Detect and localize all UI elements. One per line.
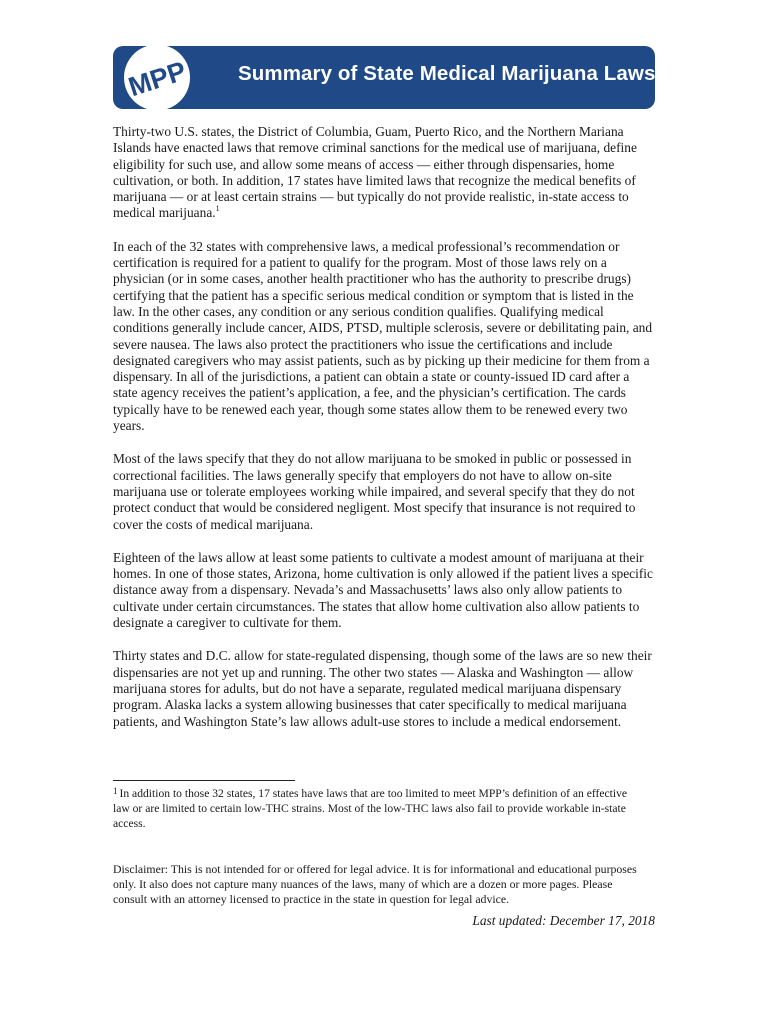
- header-banner: [113, 46, 655, 109]
- disclaimer: Disclaimer: This is not intended for or offered for legal advice. It is for informational and educational purposes only. It also does not capture many nuances of the laws, many of which are a dozen or more pages. Please consult with an attorney licensed to practice in the state in question for legal advice.: [113, 862, 637, 906]
- footnote-marker: 1: [113, 786, 118, 796]
- last-updated: Last updated: December 17, 2018: [472, 913, 655, 928]
- page-title: Summary of State Medical Marijuana Laws: [238, 62, 655, 85]
- paragraph-3: Most of the laws specify that they do not allow marijuana to be smoked in public or possessed in correctional facilities. The laws generally specify that employers do not have to allow on-site marijuana use or tolerate employees working while impaired, and several specify that they do not protect conduct that would be considered negligent. Most specify that insurance is not required to cover the costs of medical marijuana.: [113, 451, 636, 532]
- footnote-divider: [113, 780, 295, 781]
- document-body: [113, 124, 655, 747]
- footnote-reference[interactable]: 1: [215, 204, 220, 214]
- footnote: [113, 786, 643, 831]
- mpp-logo-icon: [113, 46, 201, 109]
- footnote-text: In addition to those 32 states, 17 states have laws that are too limited to meet MPP’s definition of an effective law or are limited to certain low-THC strains. Most of the low-THC laws also fail to provide workable in-state access.: [113, 787, 628, 830]
- paragraph-2: In each of the 32 states with comprehensive laws, a medical professional’s recommendation or certification is required for a patient to qualify for the program. Most of those laws rely on a physician (or in some cases, another health practitioner who has the authority to prescribe drugs) certifying that the patient has a specific serious medical condition or symptom that is listed in the law. In the other cases, any condition or any serious condition qualifies. Qualifying medical conditions generally include cancer, AIDS, PTSD, multiple sclerosis, severe or debilitating pain, and severe nausea. The laws also protect the practitioners who issue the certifications and include designated caregivers who may assist patients, such as by picking up their medicine for them from a dispensary. In all of the jurisdictions, a patient can obtain a state or county-issued ID card after a state agency receives the patient’s application, a fee, and the physician’s certification. The cards typically have to be renewed each year, though some states allow them to be renewed every two years.: [113, 238, 653, 434]
- paragraph-5: Thirty states and D.C. allow for state-regulated dispensing, though some of the laws are so new their dispensaries are not yet up and running. The other two states — Alaska and Washington — allow marijuana stores for adults, but do not have a separate, regulated medical marijuana dispensary program. Alaska lacks a system allowing businesses that cater specifically to medical marijuana patients, and Washington State’s law allows adult-use stores to include a medical endorsement.: [113, 648, 652, 729]
- paragraph-1: Thirty-two U.S. states, the District of Columbia, Guam, Puerto Rico, and the Northern Mariana Islands have enacted laws that remove criminal sanctions for the medical use of marijuana, define eligibility for such use, and allow some means of access — either through dispensaries, home cultivation, or both. In addition, 17 states have limited laws that recognize the medical benefits of marijuana — or at least certain strains — but typically do not provide realistic, in-state access to medical marijuana.$^1$: [113, 124, 637, 221]
- paragraph-4: Eighteen of the laws allow at least some patients to cultivate a modest amount of marijuana at their homes. In one of those states, Arizona, home cultivation is only allowed if the patient lives a specific distance away from a dispensary. Nevada’s and Massachusetts’ laws also only allow patients to cultivate under certain circumstances. The states that allow home cultivation also allow patients to designate a caregiver to cultivate for them.: [113, 549, 653, 631]
- svg-text:MPP: MPP: [124, 55, 190, 103]
